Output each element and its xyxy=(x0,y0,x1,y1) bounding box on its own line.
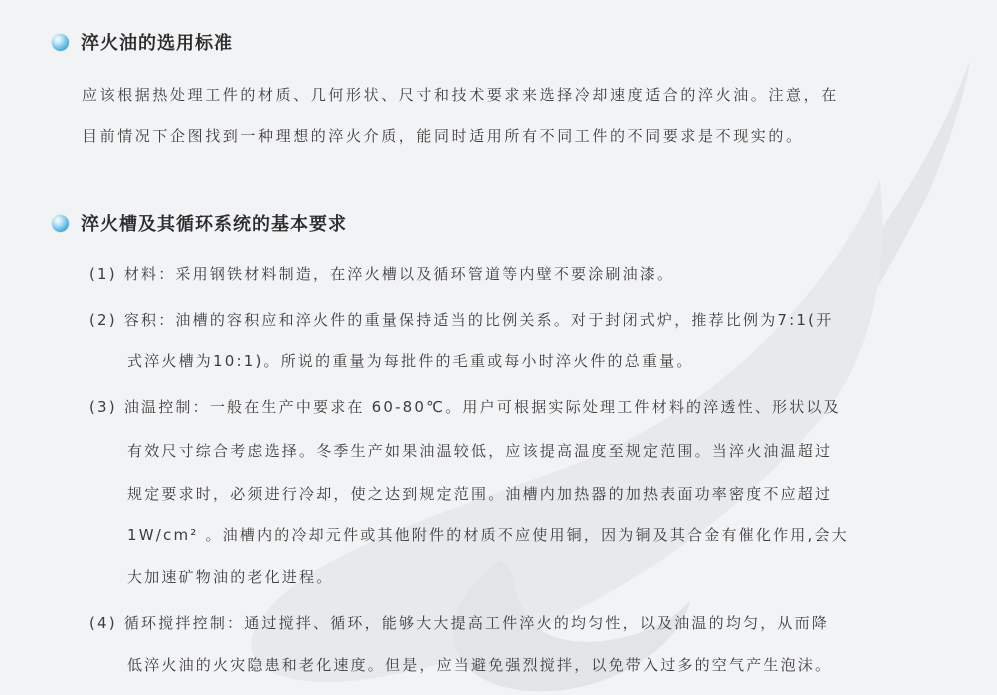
list-item-line: (3) 油温控制：一般在生产中要求在 60-80℃。用户可根据实际处理工件材料的淬透性、形状以及 xyxy=(89,398,841,416)
list-item-line: 规定要求时，必须进行冷却，使之达到规定范围。油槽内加热器的加热表面功率密度不应超过 xyxy=(127,485,833,503)
list-item-line: (1) 材料：采用钢铁材料制造，在淬火槽以及循环管道等内壁不要涂刷油漆。 xyxy=(89,265,675,283)
paragraph-line: 应该根据热处理工件的材质、几何形状、尺寸和技术要求来选择冷却速度适合的淬火油。注意，在 xyxy=(82,86,839,104)
list-item-line: 有效尺寸综合考虑选择。冬季生产如果油温较低，应该提高温度至规定范围。当淬火油温超过 xyxy=(127,442,833,460)
section-title: 淬火油的选用标准 xyxy=(81,33,233,54)
list-item-line: 式淬火槽为10:1)。所说的重量为每批件的毛重或每小时淬火件的总重量。 xyxy=(127,352,694,370)
list-item-line: (2) 容积：油槽的容积应和淬火件的重量保持适当的比例关系。对于封闭式炉，推荐比例为7:1(开 xyxy=(89,311,834,329)
section-title: 淬火槽及其循环系统的基本要求 xyxy=(81,214,347,235)
section-heading xyxy=(52,210,347,236)
blue-bullet-icon xyxy=(52,215,69,232)
paragraph-line: 目前情况下企图找到一种理想的淬火介质，能同时适用所有不同工件的不同要求是不现实的。 xyxy=(82,127,804,145)
list-item-line: 1W/cm² 。油槽内的冷却元件或其他附件的材质不应使用铜，因为铜及其合金有催化作用,会大 xyxy=(127,526,849,544)
list-item-line: (4) 循环搅拌控制：通过搅拌、循环，能够大大提高工件淬火的均匀性，以及油温的均匀，从而降 xyxy=(89,614,830,632)
blue-bullet-icon xyxy=(52,34,69,51)
list-item-line: 低淬火油的火灾隐患和老化速度。但是，应当避免强烈搅拌，以免带入过多的空气产生泡沫。 xyxy=(127,656,833,674)
section-heading xyxy=(52,29,233,55)
list-item-line: 大加速矿物油的老化进程。 xyxy=(127,568,334,586)
